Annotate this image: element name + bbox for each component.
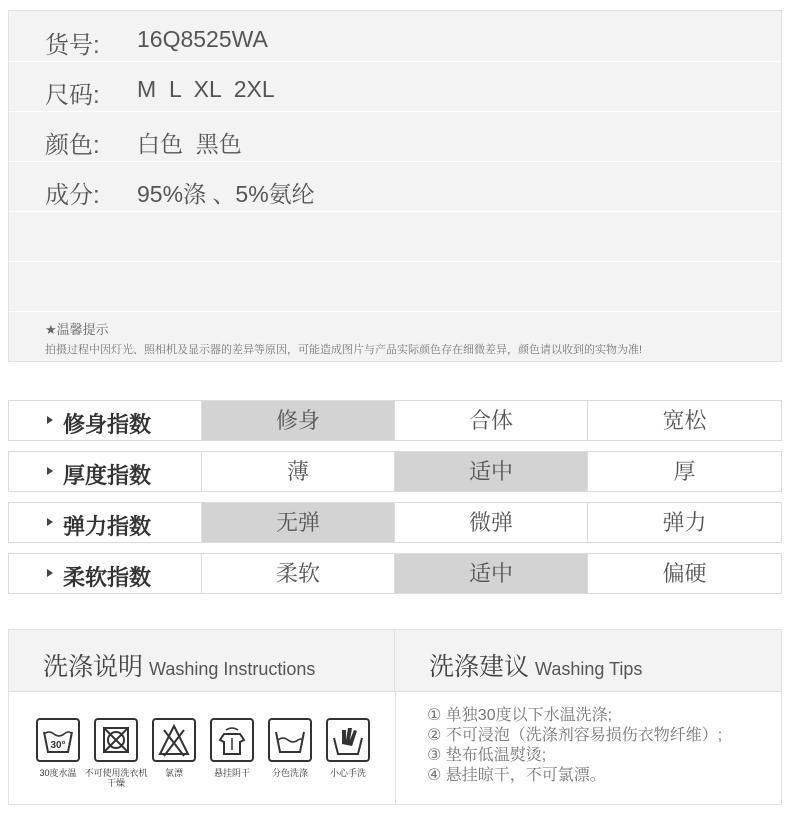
index-option: 合体	[395, 401, 588, 440]
spec-value: M L XL 2XL	[137, 76, 275, 102]
triangle-right-icon	[47, 569, 53, 577]
spec-row-size	[9, 64, 781, 112]
spec-row-material	[9, 164, 781, 212]
spec-value: 95%涤 、5%氨纶	[137, 181, 315, 207]
spec-row-color	[9, 114, 781, 162]
spec-label: 货号:	[45, 32, 100, 59]
index-name: 厚度指数	[9, 452, 202, 491]
spec-value: 白色 黑色	[137, 131, 242, 157]
index-row-fit	[8, 400, 782, 441]
washing-panel	[8, 629, 782, 805]
icon-caption: 不可使用洗衣机干燥	[84, 768, 148, 788]
tip-title: ★温馨提示	[45, 322, 109, 337]
washing-tips-title: 洗涤建议	[429, 653, 530, 681]
spec-row-item-number	[9, 14, 781, 62]
washing-instructions-title-en: Washing Instructions	[149, 659, 316, 679]
washing-tips-title-en: Washing Tips	[535, 659, 643, 679]
spec-row-empty	[9, 264, 781, 312]
divider	[395, 692, 396, 804]
washing-tips-header	[395, 630, 781, 692]
triangle-right-icon	[47, 467, 53, 475]
index-name: 修身指数	[9, 401, 202, 440]
tip-text: 拍摄过程中因灯光、照相机及显示器的差异等原因，可能造成图片与产品实际颜色存在细微差异，颜色请以收到的实物为准!	[45, 344, 643, 356]
washing-instructions-title: 洗涤说明	[43, 653, 144, 681]
icon-caption: 小心手洗	[329, 768, 366, 778]
index-option: 偏硬	[662, 561, 707, 586]
wash-30-icon	[36, 718, 80, 762]
no-bleach-icon	[152, 718, 196, 762]
index-row-softness	[8, 553, 782, 594]
index-option: 修身	[202, 401, 395, 440]
index-row-thickness	[8, 451, 782, 492]
index-name: 柔软指数	[9, 554, 202, 593]
index-option: 适中	[395, 554, 588, 593]
tip-item: ② 不可浸泡（洗涤剂容易损伤衣物纤维）;	[427, 727, 723, 744]
no-tumble-dry-icon	[94, 718, 138, 762]
index-option: 厚	[673, 459, 696, 484]
icon-caption: 氯漂	[164, 768, 183, 778]
hang-dry-shade-icon	[210, 718, 254, 762]
triangle-right-icon	[47, 518, 53, 526]
index-option: 宽松	[662, 408, 707, 433]
hand-wash-icon	[326, 718, 370, 762]
icon-caption: 30度水温	[39, 768, 77, 778]
index-row-elasticity	[8, 502, 782, 543]
product-spec-panel	[8, 10, 782, 362]
tip-item: ④ 悬挂晾干，不可氯漂。	[427, 767, 606, 784]
tip-item: ③ 垫布低温熨烫;	[427, 747, 547, 764]
spec-value: 16Q8525WA	[137, 26, 268, 52]
separate-wash-icon	[268, 718, 312, 762]
index-option: 微弹	[395, 503, 588, 542]
washing-instructions-header	[9, 630, 395, 692]
icon-caption: 悬挂阴干	[213, 768, 250, 778]
index-option: 弹力	[662, 510, 707, 535]
index-option: 适中	[395, 452, 588, 491]
spec-label: 颜色:	[45, 132, 100, 159]
index-name: 弹力指数	[9, 503, 202, 542]
spec-label: 尺码:	[45, 82, 100, 109]
index-option: 薄	[202, 452, 395, 491]
triangle-right-icon	[47, 416, 53, 424]
tip-item: ① 单独30度以下水温洗涤;	[427, 707, 613, 724]
index-option: 无弹	[202, 503, 395, 542]
spec-row-empty	[9, 214, 781, 262]
svg-text:30°: 30°	[50, 740, 66, 751]
washing-tips-list	[427, 706, 722, 786]
icon-caption: 分色洗涤	[271, 768, 308, 778]
spec-label: 成分:	[45, 182, 100, 209]
index-option: 柔软	[202, 554, 395, 593]
